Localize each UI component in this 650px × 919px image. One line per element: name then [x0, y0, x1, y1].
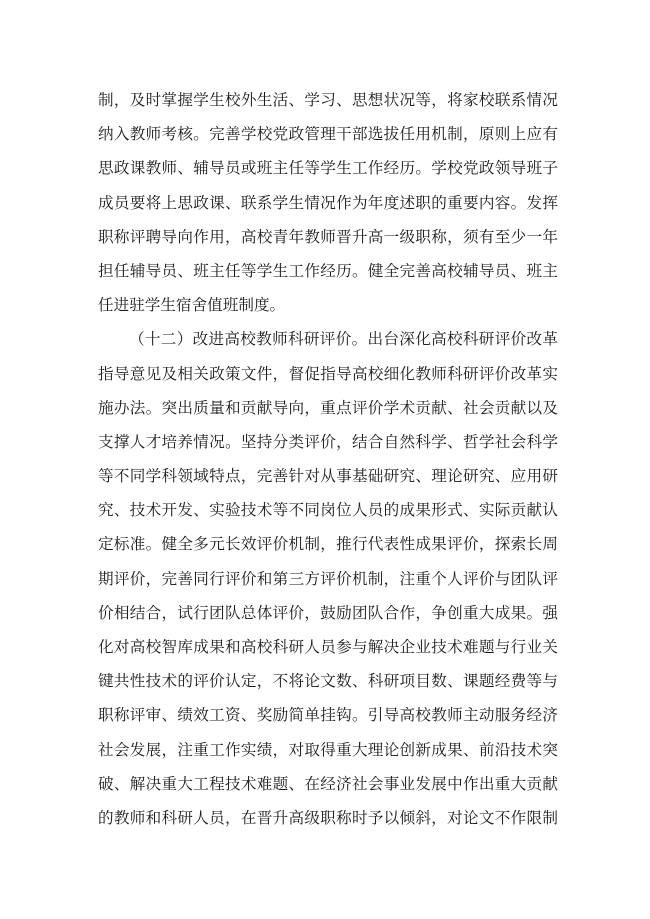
p2-line-2: 指导意见及相关政策文件，督促指导高校细化教师科研评价改革实	[98, 364, 558, 383]
p2-line-1: （十二）改进高校教师科研评价。出台深化高校科研评价改革	[129, 330, 558, 349]
p1-line-5: 职称评聘导向作用，高校青年教师晋升高一级职称，须有至少一年	[98, 227, 558, 246]
p2-line-11: 键共性技术的评价认定，不将论文数、科研项目数、课题经费等与	[98, 672, 558, 691]
p1-line-6: 担任辅导员、班主任等学生工作经历。健全完善高校辅导员、班主	[98, 261, 558, 280]
p2-line-14: 破、解决重大工程技术难题、在经济社会事业发展中作出重大贡献	[98, 774, 558, 793]
p1-line-3: 思政课教师、辅导员或班主任等学生工作经历。学校党政领导班子	[98, 159, 558, 178]
p2-line-15: 的教师和科研人员，在晋升高级职称时予以倾斜，对论文不作限制	[98, 808, 558, 827]
p1-line-7: 任进驻学生宿舍值班制度。	[98, 296, 286, 315]
p2-line-5: 等不同学科领域特点，完善针对从事基础研究、理论研究、应用研	[98, 467, 558, 486]
p2-line-7: 定标准。健全多元长效评价机制，推行代表性成果评价，探索长周	[98, 535, 558, 554]
p2-line-6: 究、技术开发、实验技术等不同岗位人员的成果形式、实际贡献认	[98, 501, 558, 520]
p2-line-3: 施办法。突出质量和贡献导向，重点评价学术贡献、社会贡献以及	[98, 398, 558, 417]
p2-line-8: 期评价，完善同行评价和第三方评价机制，注重个人评价与团队评	[98, 569, 558, 588]
p2-line-9: 价相结合，试行团队总体评价，鼓励团队合作，争创重大成果。强	[98, 603, 558, 622]
p1-line-1: 制，及时掌握学生校外生活、学习、思想状况等，将家校联系情况	[98, 91, 558, 109]
p1-line-2: 纳入教师考核。完善学校党政管理干部选拔任用机制，原则上应有	[98, 125, 558, 144]
p1-line-4: 成员要将上思政课、联系学生情况作为年度述职的重要内容。发挥	[98, 193, 558, 212]
p2-line-13: 社会发展，注重工作实绩，对取得重大理论创新成果、前沿技术突	[98, 740, 558, 759]
p2-line-12: 职称评审、绩效工资、奖励简单挂钩。引导高校教师主动服务经济	[98, 706, 558, 725]
body-text	[98, 83, 558, 835]
p2-line-10: 化对高校智库成果和高校科研人员参与解决企业技术难题与行业关	[98, 638, 558, 656]
p2-line-4: 支撑人才培养情况。坚持分类评价，结合自然科学、哲学社会科学	[98, 432, 558, 451]
